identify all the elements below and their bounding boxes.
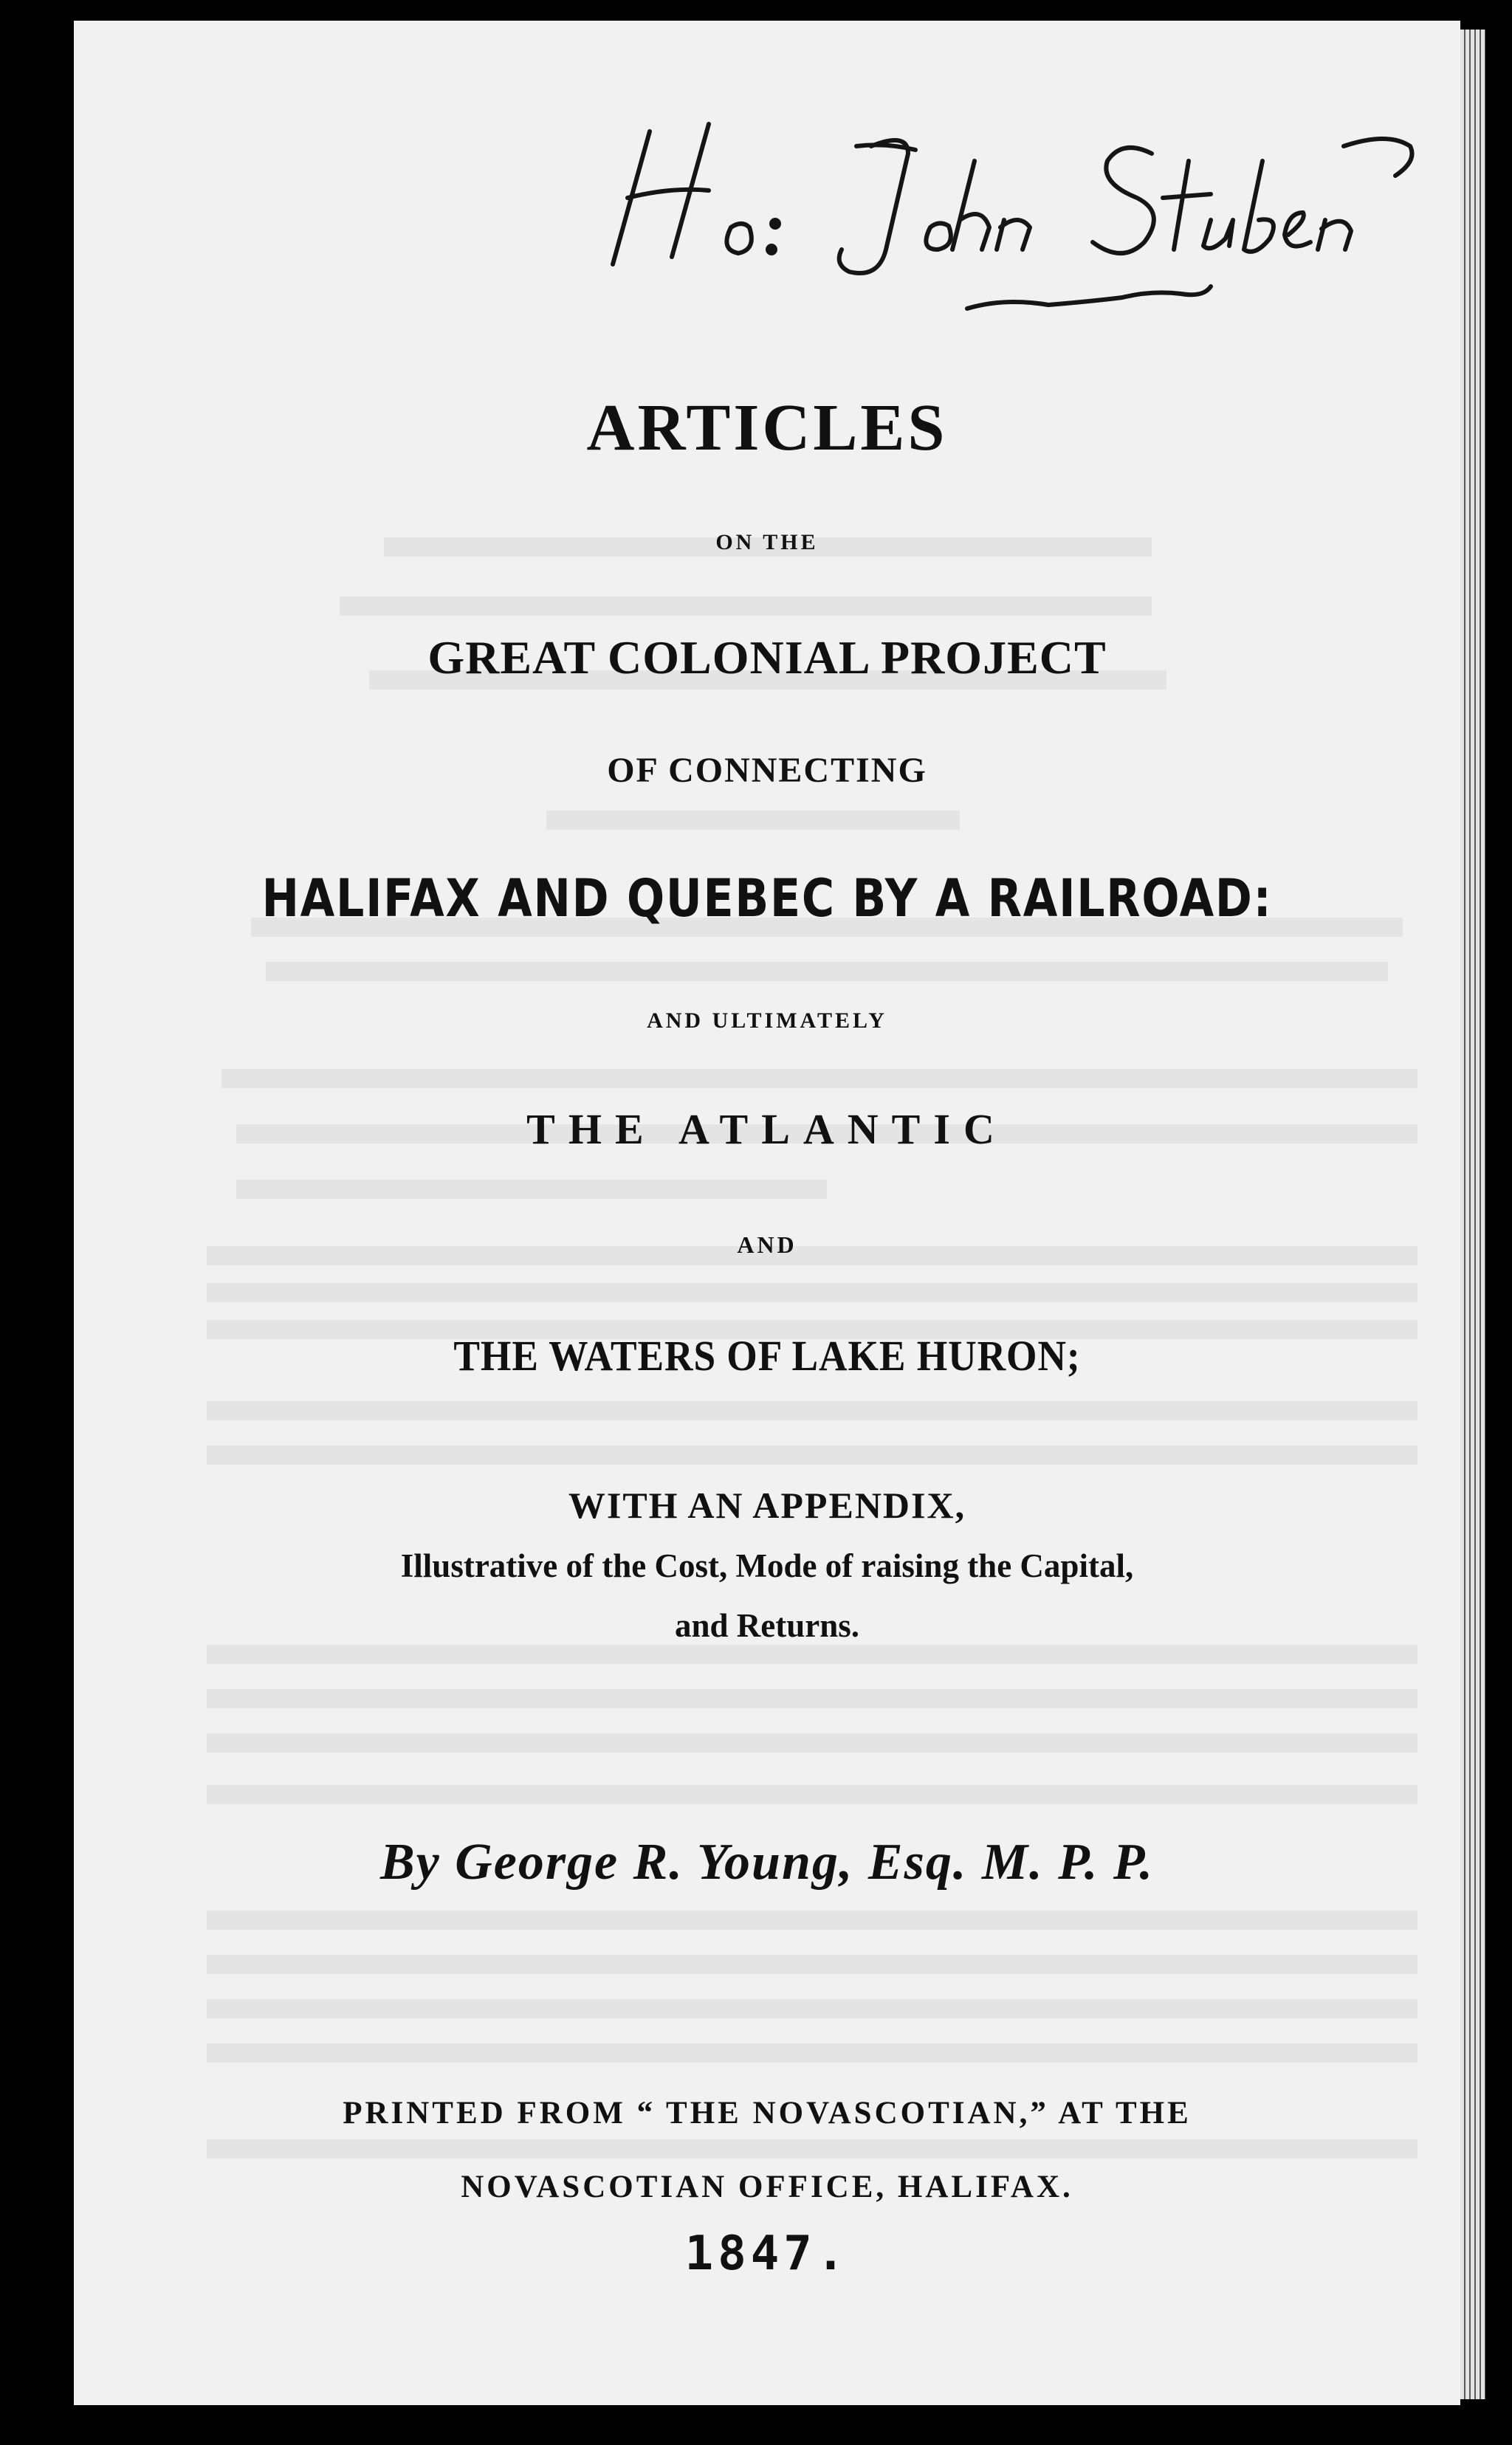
appendix-line-1: Illustrative of the Cost, Mode of raising the Capital, <box>400 1547 1134 1584</box>
imprint-printed-from: PRINTED FROM “ THE NOVASCOTIAN,” AT THE <box>343 2096 1192 2131</box>
title-and: AND <box>737 1231 797 1258</box>
appendix-heading: WITH AN APPENDIX, <box>568 1485 966 1526</box>
title-lake-huron: THE WATERS OF LAKE HURON; <box>453 1332 1081 1380</box>
appendix-line-2: and Returns. <box>674 1607 860 1644</box>
title-railroad: HALIFAX AND QUEBEC BY A RAILROAD: <box>261 868 1273 929</box>
title-articles: ARTICLES <box>586 391 948 464</box>
handwritten-inscription <box>561 102 1447 323</box>
imprint-year: 1847. <box>684 2226 850 2281</box>
title-atlantic: THE ATLANTIC <box>526 1105 1008 1153</box>
title-project: GREAT COLONIAL PROJECT <box>427 631 1107 684</box>
title-of-connecting: OF CONNECTING <box>607 751 927 790</box>
title-on-the: ON THE <box>715 530 819 554</box>
imprint-office: NOVASCOTIAN OFFICE, HALIFAX. <box>461 2170 1073 2204</box>
title-page <box>74 21 1460 2405</box>
author-line: By George R. Young, Esq. M. P. P. <box>379 1834 1155 1891</box>
title-and-ultimately: AND ULTIMATELY <box>647 1008 887 1033</box>
page-edge <box>1460 30 1485 2399</box>
